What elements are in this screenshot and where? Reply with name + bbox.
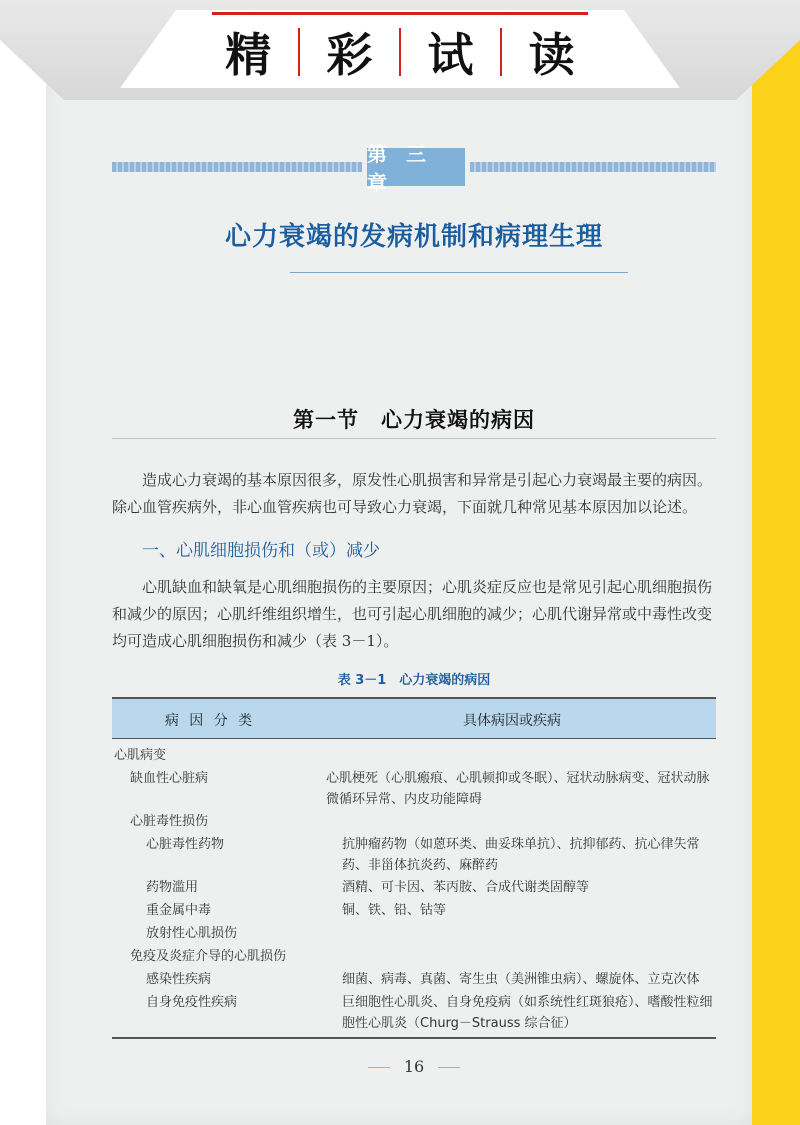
table-row <box>112 991 716 1034</box>
row-category: 心脏毒性损伤 <box>130 814 209 829</box>
table-row <box>112 968 716 991</box>
intro-paragraph: 造成心力衰竭的基本原因很多，原发性心肌损害和异常是引起心力衰竭最主要的病因。除心血管疾病外，非心血管疾病也可导致心力衰竭，下面就几种常见基本原因加以论述。 <box>112 471 713 516</box>
chapter-stripe-right <box>470 162 716 172</box>
row-category: 自身免疫性疾病 <box>146 995 238 1010</box>
chapter-label: 第 三 章 <box>367 148 465 186</box>
table-bottom-rule <box>112 1037 716 1039</box>
row-category: 感染性疾病 <box>146 972 212 987</box>
header-category: 病 因 分 类 <box>164 713 256 729</box>
table-row <box>112 899 716 922</box>
page-number-line <box>112 1057 716 1076</box>
left-margin <box>0 0 46 1125</box>
chapter-title-rule <box>290 272 628 273</box>
row-cause: 铜、铁、铅、钴等 <box>342 903 447 918</box>
row-cause <box>310 744 716 767</box>
table-header-rule <box>112 738 716 739</box>
table-row <box>112 833 716 876</box>
row-cause: 心肌梗死（心肌瘢痕、心肌顿抑或冬眠）、冠状动脉病变、冠状动脉微循环异常、内皮功能障碍 <box>326 771 710 807</box>
row-category: 缺血性心脏病 <box>130 771 209 786</box>
table-header <box>112 699 716 738</box>
row-cause <box>326 945 716 968</box>
banner-title <box>212 22 588 82</box>
row-category: 重金属中毒 <box>146 903 212 918</box>
banner-separator <box>500 28 502 76</box>
table-row <box>112 922 716 945</box>
banner-char: 试 <box>427 28 474 82</box>
table-row <box>112 810 716 833</box>
table-body <box>112 744 716 1034</box>
chapter-title: 心力衰竭的发病机制和病理生理 <box>224 222 603 252</box>
body-paragraph: 心肌缺血和缺氧是心肌细胞损伤的主要原因；心肌炎症反应也是常见引起心肌细胞损伤和减少的原因；心肌纤维组织增生，也可引起心肌细胞的减少；心肌代谢异常或中毒性改变均可造成心肌细胞损伤和减少（表 3－1）。 <box>112 578 713 650</box>
yellow-side-bar <box>752 0 800 1125</box>
banner-separator <box>399 28 401 76</box>
row-cause: 酒精、可卡因、苯丙胺、合成代谢类固醇等 <box>342 880 590 895</box>
banner-char: 读 <box>528 28 575 82</box>
page-number-dash <box>368 1067 390 1068</box>
chapter-header <box>112 142 716 195</box>
row-cause <box>326 810 716 833</box>
row-category: 放射性心肌损伤 <box>146 926 238 941</box>
row-category: 心脏毒性药物 <box>146 837 225 852</box>
preview-banner <box>0 0 800 118</box>
table-caption: 表 3－1 心力衰竭的病因 <box>337 673 491 688</box>
banner-char: 彩 <box>326 28 373 82</box>
page-number-dash <box>438 1067 460 1068</box>
banner-separator <box>298 28 300 76</box>
page-number: 16 <box>403 1057 425 1076</box>
section-title: 第一节 心力衰竭的病因 <box>293 407 535 432</box>
table-row <box>112 767 716 810</box>
section-rule <box>112 438 716 439</box>
row-cause: 细菌、病毒、真菌、寄生虫（美洲锥虫病）、螺旋体、立克次体 <box>342 972 700 987</box>
chapter-stripe-left <box>112 162 362 172</box>
table-row <box>112 945 716 968</box>
row-cause: 巨细胞性心肌炎、自身免疫病（如系统性红斑狼疮）、嗜酸性粒细胞性心肌炎（Churg－Strauss 综合征） <box>342 995 713 1031</box>
table-row <box>112 876 716 899</box>
row-cause: 抗肿瘤药物（如蒽环类、曲妥珠单抗）、抗抑郁药、抗心律失常药、非甾体抗炎药、麻醉药 <box>342 837 700 873</box>
row-category: 心肌病变 <box>114 748 167 763</box>
row-category: 药物滥用 <box>146 880 199 895</box>
banner-red-line <box>212 12 588 15</box>
subsection-heading: 一、心肌细胞损伤和（或）减少 <box>142 541 380 561</box>
row-cause <box>342 922 716 945</box>
header-cause: 具体病因或疾病 <box>463 713 561 729</box>
banner-char: 精 <box>225 28 272 82</box>
table-row <box>112 744 716 767</box>
row-category: 免疫及炎症介导的心肌损伤 <box>130 949 287 964</box>
